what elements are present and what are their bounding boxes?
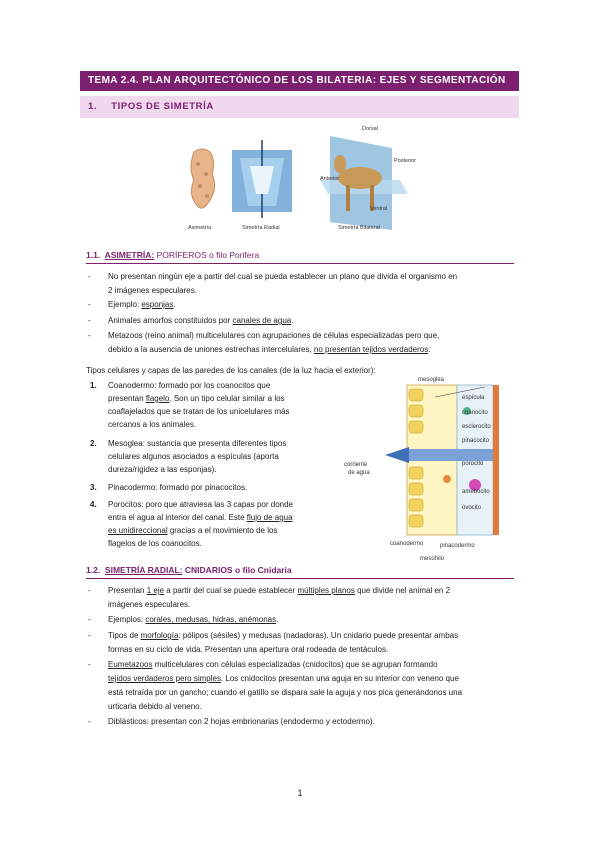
sponge-wall-diagram: [375, 375, 515, 555]
section-title: TIPOS DE SIMETRÍA: [111, 101, 214, 112]
section-heading: [80, 96, 519, 118]
axis-dorsal-label: Dorsal: [362, 126, 378, 132]
esclerocito-label: esclerocito: [462, 424, 491, 430]
axis-ventral-label: Ventral: [370, 206, 388, 212]
intro-text: Tipos celulares y capas de las paredes de los canales (de la luz hacia el exterior):: [86, 366, 376, 375]
corriente-label: corriente: [344, 462, 368, 468]
symmetry-illustration: [180, 130, 410, 235]
symmetry-figure: [180, 126, 417, 235]
porocito-label: porocito: [462, 461, 484, 467]
ovocito-label: ovocito: [462, 505, 482, 511]
divider: [86, 263, 514, 264]
subsection-title: SIMETRÍA RADIAL:: [104, 565, 183, 575]
axis-posterior-label: Posterior: [394, 158, 417, 164]
pinacodermo-label: pinacodermo: [440, 543, 475, 549]
bilateral-label: Simetría Bilateral: [338, 225, 380, 231]
de-agua-label: de agua: [348, 470, 370, 476]
divider: [86, 578, 514, 579]
subsection-number: 1.1.: [86, 250, 101, 260]
espicula-label: espícula: [462, 395, 485, 401]
mesoglea-label: mesoglea: [418, 377, 445, 383]
subsection-subtitle: PORÍFEROS o filo Porifera: [156, 250, 260, 260]
coanocito-label: coanocito: [462, 410, 488, 416]
section-number: 1.: [88, 101, 98, 112]
radial-image: [232, 140, 292, 218]
document-page: TEMA 2.4. PLAN ARQUITECTÓNICO DE LOS BILATERIA: EJES Y SEGMENTACIÓN 1. TIPOS DE SIMETRÍA Asimetría Simetría Radial Simetría Bilateral Dorsal Anterior Posterior Ventral 1.1. ASIMETRÍA: PORÍFEROS o filo Porifera - No presentan ningún eje a partir del cual se pueda establecer un plano que divida el organismo en 2 imágenes especulares. - Ejemplo: esponjas. - Animales amorfos constituidos por canales de agua. - Metazoos (reino animal) multicelulares con agrupaciones de células especializadas pero que, debido a la ausencia de uniones estrechas intercelulares, no presentan tejidos verdaderos. Tipos celulares y capas de las paredes de los canales (de la luz hacia el exterior): 1. Coanodermo: formado por los coanocitos que presentan flagelo. Son un tipo celular similar a los coaflajelados que se tratan de los unicelulares más cercanos a los animales. 2. Mesoglea: sustancia que presenta diferentes tipos celulares algunos asociados a espículas (aporta dureza/rigidez a las esponjas). 3. Pinacodermo: formado por pinacocitos. 4. Porocitos: poro que atraviesa las 3 capas por donde entra el agua al interior del canal. Este flujo de agua es unidireccional gracias a el movimiento de los flagelos de los coanocitos. mesoglea espícula coanocito esclerocito pinacocito corriente de agua porocito amebocito ovocito coanodermo pinacodermo mesohilo 1.2. SIMETRÍA RADIAL: CNIDARIOS o filo Cnidaria - Presentan 1 eje a partir del cual se puede establecer múltiples planos que divide nel animal en 2 imágenes especulares. - Ejemplos: corales, medusas, hidras, anémonas. - Tipos de morfología: pólipos (sésiles) y medusas (nadadoras). Un cnidario puede presentar ambas formas en su ciclo de vida. Presentan una apertura oral rodeada de tentáculos. - Eumetazoos multicelulares con células especializadas (cnidocitos) que se agrupan formando tejidos verdaderos pero simples. Los cnidocitos presentan una aguja en su interior con veneno que está retraída por un gancho; cuando el gatillo se dispara sale la aguja y nos pica generándonos una urticaria debido al veneno. - Diblásticos: presentan con 2 hojas embrionarias (endodermo y ectodermo). 1: [0, 0, 600, 848]
mesohilo-label: mesohilo: [420, 556, 445, 562]
coanodermo-label: coanodermo: [390, 541, 424, 547]
subsection-heading-1-2: [86, 565, 292, 575]
bilateral-image: [320, 136, 408, 230]
subsection-title: ASIMETRÍA:: [104, 250, 155, 260]
page-number: 1: [297, 788, 303, 798]
document-title: TEMA 2.4. PLAN ARQUITECTÓNICO DE LOS BILATERIA: EJES Y SEGMENTACIÓN: [80, 71, 519, 91]
subsection-heading-1-1: [86, 250, 259, 260]
sponge-image: [191, 149, 215, 208]
axis-anterior-label: Anterior: [320, 176, 340, 182]
radial-label: Simetría Radial: [242, 225, 280, 231]
pinacocito-label: pinacocito: [462, 438, 490, 444]
subsection-subtitle: CNIDARIOS o filo Cnidaria: [184, 565, 292, 575]
amebocito-label: amebocito: [462, 489, 490, 495]
asymmetry-label: Asimetría: [188, 225, 212, 231]
subsection-number: 1.2.: [86, 565, 101, 575]
